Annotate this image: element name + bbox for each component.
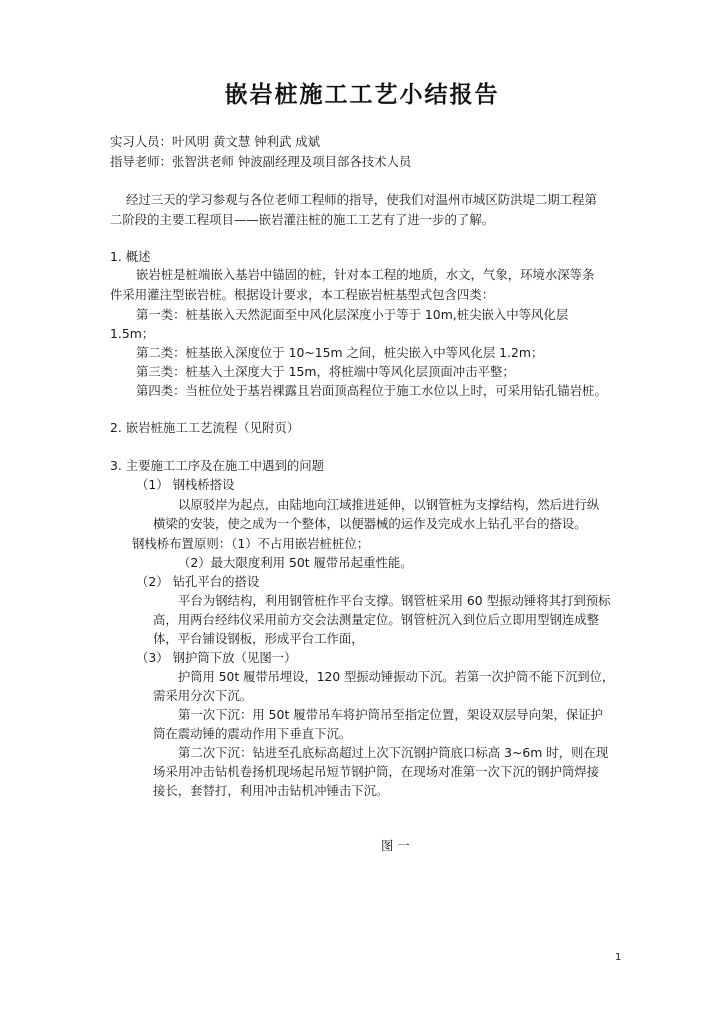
process-line: （3） 钢护筒下放（见图一） <box>136 650 297 665</box>
process-line: （2）最大限度利用 50t 履带吊起重性能。 <box>178 555 413 570</box>
overview-line: 1.5m； <box>110 326 155 341</box>
process-line: 护筒用 50t 履带吊埋设，120 型振动锤振动下沉。若第一次护筒不能下沉到位， <box>178 669 615 684</box>
process-line: 第二次下沉：钻进至孔底标高超过上次下沉钢护筒底口标高 3~6m 时，则在现 <box>178 745 609 760</box>
process-line: 以原驳岸为起点，由陆地向江域推进延伸，以钢管桩为支撑结构，然后进行纵 <box>178 497 600 512</box>
process-line: （2） 钻孔平台的搭设 <box>136 574 260 589</box>
process-line: 需采用分次下沉。 <box>153 688 253 703</box>
page-title: 嵌岩桩施工工艺小结报告 <box>224 82 500 108</box>
overview-line: 嵌岩桩是桩端嵌入基岩中锚固的桩，针对本工程的地质，水文，气象，环境水深等条 <box>136 267 595 282</box>
process-line: 高，用两台经纬仪采用前方交会法测量定位。钢管桩沉入到位后立即用型钢连成整 <box>153 612 600 627</box>
figure-caption: 图 一 <box>381 838 410 853</box>
page-number: 1 <box>615 952 622 963</box>
process-line: （1） 钢栈桥搭设 <box>136 477 235 492</box>
process-line: 接长，套替打，利用冲击钻机冲锤击下沉。 <box>153 783 389 798</box>
mentors-line: 指导老师：张智洪老师 钟波副经理及项目部各技术人员 <box>110 154 412 169</box>
process-line: 筒在震动锤的震动作用下垂直下沉。 <box>153 726 352 741</box>
process-line: 体，平台铺设钢板，形成平台工作面， <box>153 631 364 646</box>
intro-line: 二阶段的主要工程项目——嵌岩灌注桩的施工工艺有了进一步的了解。 <box>110 212 495 227</box>
section-heading-process: 3. 主要施工工序及在施工中遇到的问题 <box>110 458 325 473</box>
process-line: 第一次下沉：用 50t 履带吊车将护筒吊至指定位置，架设双层导向架，保证护 <box>178 707 604 722</box>
process-line: 场采用冲击钻机卷扬机现场起吊短节钢护筒，在现场对准第一次下沉的钢护筒焊接 <box>153 764 600 779</box>
section-heading-flow: 2. 嵌岩桩施工工艺流程（见附页） <box>110 420 300 435</box>
overview-line: 件采用灌注型嵌岩桩。根据设计要求，本工程嵌岩桩基型式包含四类： <box>110 287 495 302</box>
intro-line: 经过三天的学习参观与各位老师工程师的指导，使我们对温州市城区防洪堤二期工程第 <box>126 192 597 207</box>
process-line: 钢栈桥布置原则：（1）不占用嵌岩桩桩位； <box>132 536 370 551</box>
overview-line: 第二类：桩基嵌入深度位于 10~15m 之间，桩尖嵌入中等风化层 1.2m； <box>136 345 544 360</box>
process-line: 横梁的安装，使之成为一个整体，以便器械的运作及完成水上钻孔平台的搭设。 <box>153 516 587 531</box>
interns-line: 实习人员：叶风明 黄文慧 钟利武 成斌 <box>110 134 321 149</box>
overview-line: 第一类：桩基嵌入天然泥面至中风化层深度小于等于 10m,桩尖嵌入中等风化层 <box>136 307 569 322</box>
section-heading-overview: 1. 概述 <box>110 249 151 264</box>
process-line: 平台为钢结构，利用钢管桩作平台支撑。钢管桩采用 60 型振动锤将其打到预标 <box>178 593 611 608</box>
overview-line: 第三类：桩基入土深度大于 15m，将桩端中等风化层顶面冲击平整； <box>136 364 515 379</box>
overview-line: 第四类：当桩位处于基岩裸露且岩面顶高程位于施工水位以上时，可采用钻孔锚岩桩。 <box>136 383 607 398</box>
